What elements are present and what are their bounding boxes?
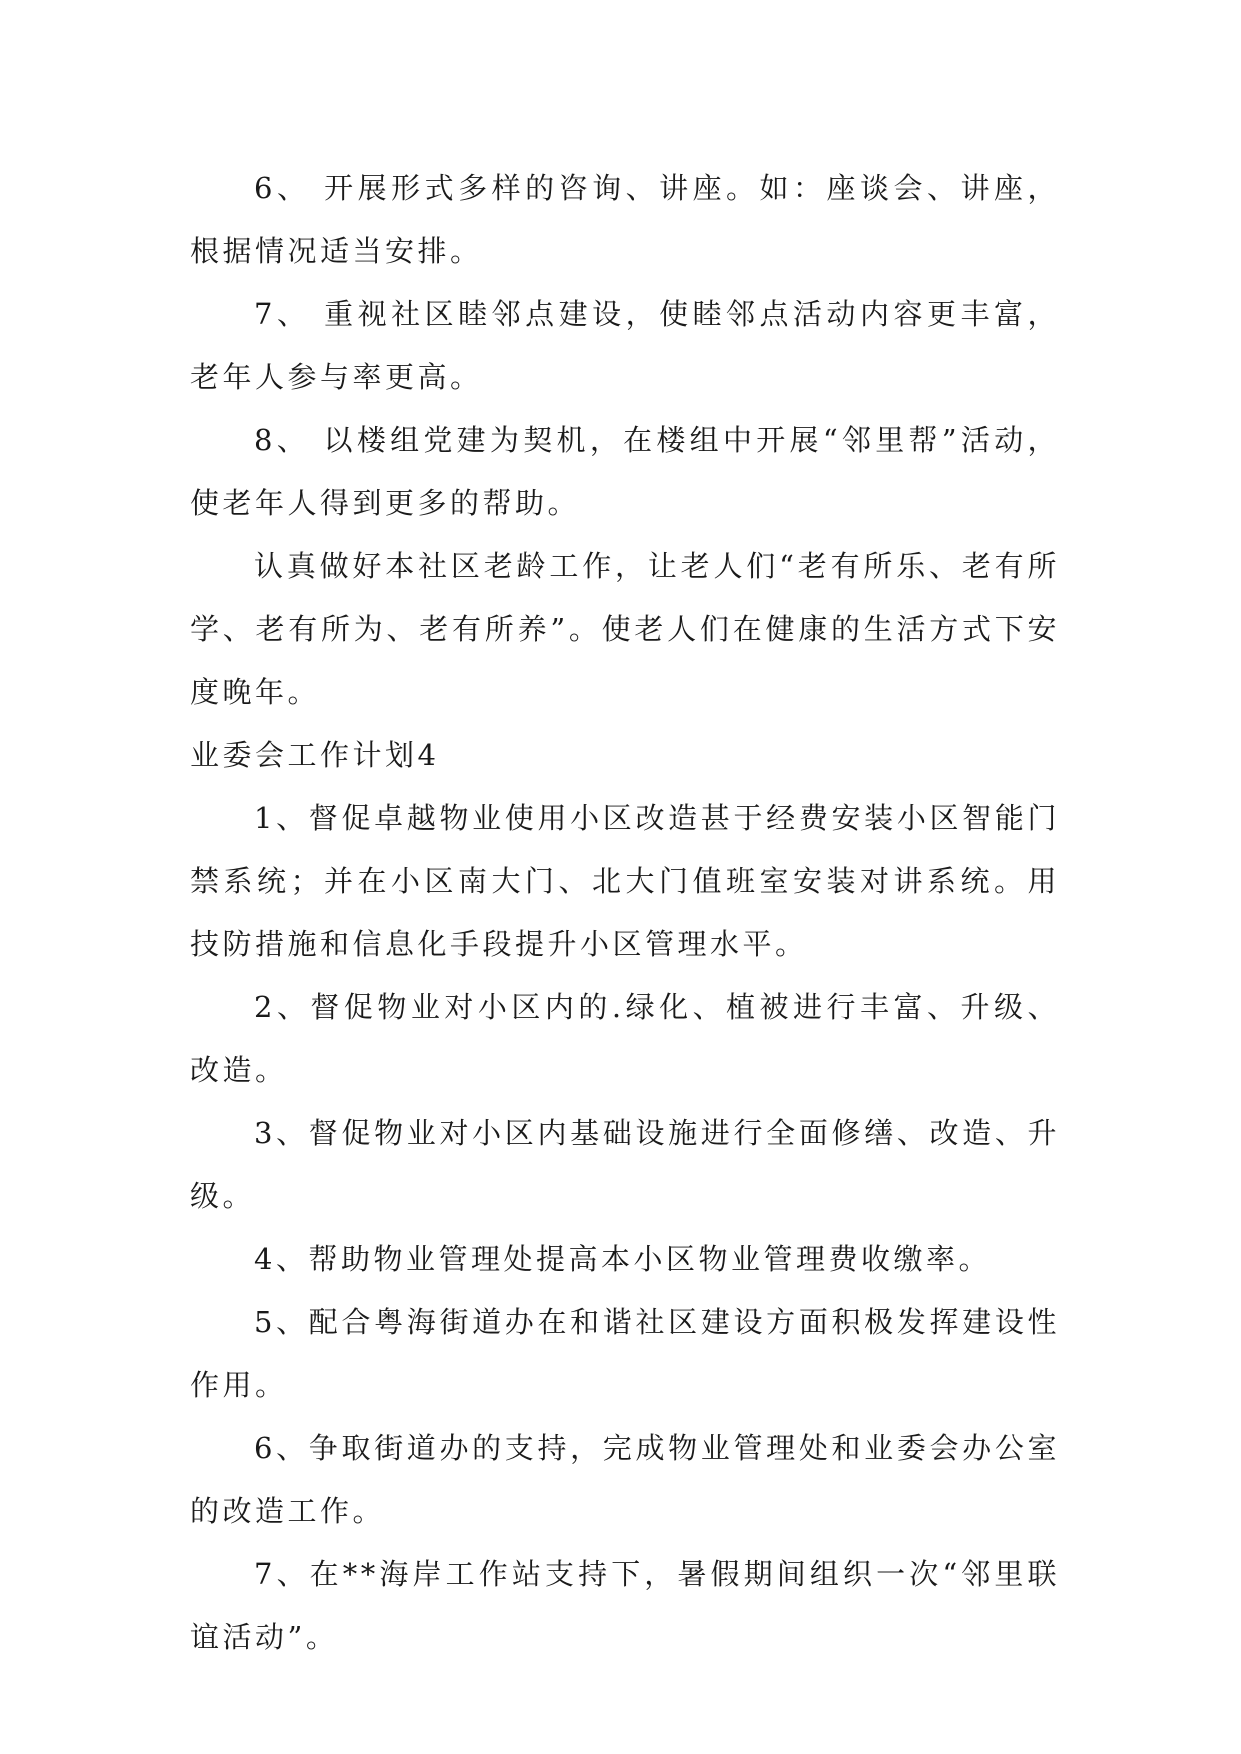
document-body xyxy=(190,157,1060,1669)
plan-item-1: 1、督促卓越物业使用小区改造甚于经费安装小区智能门禁系统；并在小区南大门、北大门值班室安装对讲系统。用技防措施和信息化手段提升小区管理水平。 xyxy=(190,801,1060,961)
paragraph-summary: 认真做好本社区老龄工作，让老人们“老有所乐、老有所学、老有所为、老有所养”。使老人们在健康的生活方式下安度晚年。 xyxy=(190,549,1060,709)
plan-item-2: 2、督促物业对小区内的.绿化、植被进行丰富、升级、改造。 xyxy=(190,990,1060,1087)
paragraph-item-6-consulting: 6、 开展形式多样的咨询、讲座。如：座谈会、讲座，根据情况适当安排。 xyxy=(190,171,1060,268)
plan-item-4: 4、帮助物业管理处提高本小区物业管理费收缴率。 xyxy=(254,1242,991,1276)
plan-item-7: 7、在**海岸工作站支持下，暑假期间组织一次“邻里联谊活动”。 xyxy=(190,1557,1060,1654)
paragraph-item-7-neighborhood: 7、 重视社区睦邻点建设，使睦邻点活动内容更丰富，老年人参与率更高。 xyxy=(190,297,1060,394)
paragraph-item-8-building-group: 8、 以楼组党建为契机，在楼组中开展“邻里帮”活动，使老年人得到更多的帮助。 xyxy=(190,423,1060,520)
plan-item-6: 6、争取街道办的支持，完成物业管理处和业委会办公室的改造工作。 xyxy=(190,1431,1060,1528)
section-heading: 业委会工作计划4 xyxy=(190,738,440,772)
plan-item-3: 3、督促物业对小区内基础设施进行全面修缮、改造、升级。 xyxy=(190,1116,1060,1213)
plan-item-5: 5、配合粤海街道办在和谐社区建设方面积极发挥建设性作用。 xyxy=(190,1305,1060,1402)
